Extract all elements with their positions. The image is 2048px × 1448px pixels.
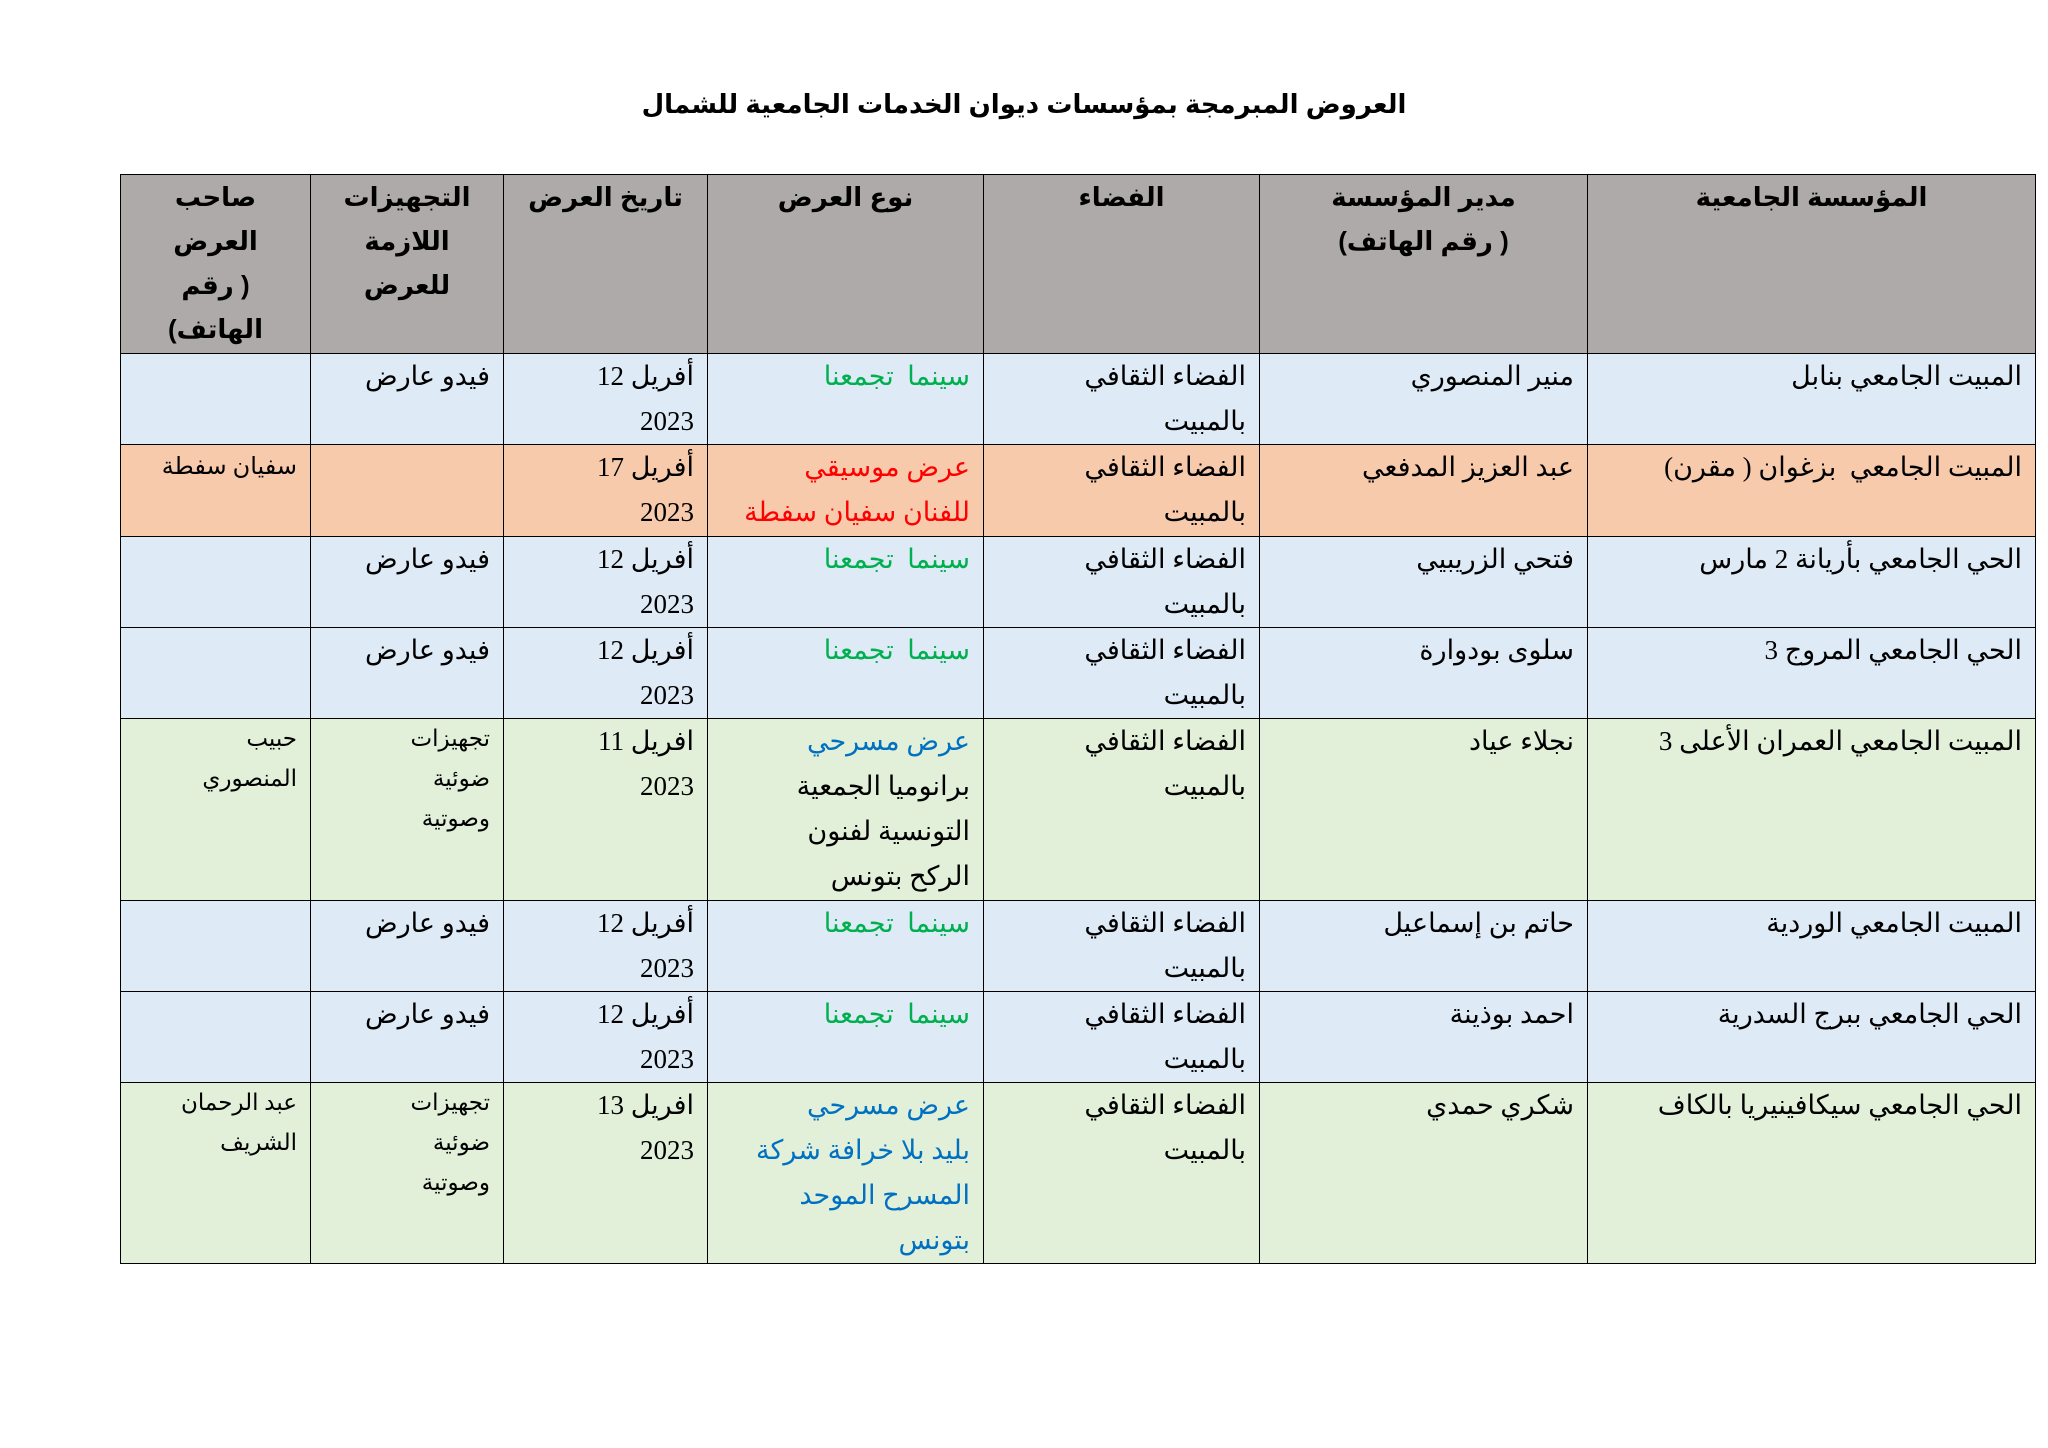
header-label: تاريخ العرض bbox=[528, 182, 683, 212]
space-text: الفضاء الثقافي bbox=[1084, 1090, 1246, 1120]
owner-text: حبيب bbox=[246, 726, 297, 751]
owner-text: سفيان سفطة bbox=[161, 454, 297, 480]
date-text: 12 أفريل bbox=[596, 544, 694, 574]
show-type-cell bbox=[708, 445, 984, 537]
show-type-text: بتونس bbox=[898, 1225, 970, 1255]
director-cell bbox=[1260, 901, 1588, 992]
space-text: بالمبيت bbox=[1163, 1135, 1246, 1165]
show-type-text: سينما تجمعنا bbox=[823, 544, 970, 574]
director-name: احمد بوذينة bbox=[1449, 999, 1574, 1029]
date-year: 2023 bbox=[640, 771, 694, 801]
header-label: المؤسسة الجامعية bbox=[1695, 182, 1928, 212]
space-cell bbox=[984, 719, 1260, 901]
date-text: 12 أفريل bbox=[596, 361, 694, 391]
date-year: 2023 bbox=[640, 1135, 694, 1165]
director-cell bbox=[1260, 628, 1588, 719]
space-text: بالمبيت bbox=[1163, 771, 1246, 801]
date-cell bbox=[504, 628, 708, 719]
institution-name: الحي الجامعي سيكافينيريا بالكاف bbox=[1657, 1090, 2022, 1120]
space-cell bbox=[984, 992, 1260, 1083]
header-label: ( رقم bbox=[181, 270, 250, 300]
director-name: منير المنصوري bbox=[1410, 361, 1574, 391]
institution-name: المبيت الجامعي بنابل bbox=[1791, 361, 2022, 391]
date-cell bbox=[504, 992, 708, 1083]
director-cell bbox=[1260, 445, 1588, 537]
space-cell bbox=[984, 354, 1260, 445]
equipment-text: فيدو عارض bbox=[364, 635, 490, 665]
space-text: بالمبيت bbox=[1163, 497, 1246, 527]
date-cell bbox=[504, 719, 708, 901]
equipment-text: ضوئية bbox=[432, 766, 490, 791]
header-label: صاحب bbox=[174, 182, 257, 212]
space-text: الفضاء الثقافي bbox=[1084, 726, 1246, 756]
shows-schedule-table bbox=[120, 174, 2036, 1264]
space-text: الفضاء الثقافي bbox=[1084, 908, 1246, 938]
owner-cell bbox=[121, 628, 311, 719]
header-director bbox=[1260, 175, 1588, 354]
equipment-text: فيدو عارض bbox=[364, 908, 490, 938]
date-year: 2023 bbox=[640, 953, 694, 983]
header-show-type bbox=[708, 175, 984, 354]
institution-name: الحي الجامعي المروج 3 bbox=[1764, 635, 2022, 665]
space-text: بالمبيت bbox=[1163, 406, 1246, 436]
institution-name: المبيت الجامعي الوردية bbox=[1766, 908, 2022, 938]
date-text: 12 أفريل bbox=[596, 908, 694, 938]
space-text: الفضاء الثقافي bbox=[1084, 999, 1246, 1029]
date-year: 2023 bbox=[640, 497, 694, 527]
show-type-text: برانوميا الجمعية bbox=[796, 771, 970, 801]
date-cell bbox=[504, 445, 708, 537]
equipment-cell bbox=[311, 992, 504, 1083]
owner-cell bbox=[121, 354, 311, 445]
equipment-text: وصوتية bbox=[421, 806, 490, 831]
owner-cell bbox=[121, 445, 311, 537]
owner-cell bbox=[121, 901, 311, 992]
date-text: 13 افريل bbox=[596, 1090, 694, 1120]
show-type-cell bbox=[708, 354, 984, 445]
date-text: 12 أفريل bbox=[596, 999, 694, 1029]
director-cell bbox=[1260, 719, 1588, 901]
date-cell bbox=[504, 354, 708, 445]
header-label: العرض bbox=[173, 226, 258, 256]
show-type-text: التونسية لفنون bbox=[807, 816, 970, 846]
space-cell bbox=[984, 445, 1260, 537]
show-type-text: عرض مسرحي bbox=[806, 1090, 970, 1120]
space-text: الفضاء الثقافي bbox=[1084, 452, 1246, 482]
institution-cell bbox=[1588, 354, 2036, 445]
space-text: بالمبيت bbox=[1163, 680, 1246, 710]
table-row bbox=[121, 719, 2036, 901]
owner-cell bbox=[121, 537, 311, 628]
space-cell bbox=[984, 1083, 1260, 1264]
header-equipment bbox=[311, 175, 504, 354]
owner-cell bbox=[121, 992, 311, 1083]
director-cell bbox=[1260, 537, 1588, 628]
document-title: العروض المبرمجة بمؤسسات ديوان الخدمات الجامعية للشمال bbox=[641, 89, 1407, 119]
equipment-text: وصوتية bbox=[421, 1170, 490, 1195]
table-row bbox=[121, 992, 2036, 1083]
institution-name: الحي الجامعي ببرج السدرية bbox=[1717, 999, 2022, 1029]
header-label: نوع العرض bbox=[777, 182, 914, 212]
space-cell bbox=[984, 537, 1260, 628]
institution-cell bbox=[1588, 537, 2036, 628]
institution-cell bbox=[1588, 992, 2036, 1083]
show-type-cell bbox=[708, 992, 984, 1083]
owner-text: الشريف bbox=[220, 1130, 297, 1155]
space-text: الفضاء الثقافي bbox=[1084, 635, 1246, 665]
owner-cell bbox=[121, 1083, 311, 1264]
date-year: 2023 bbox=[640, 1044, 694, 1074]
space-text: بالمبيت bbox=[1163, 1044, 1246, 1074]
show-type-text: عرض مسرحي bbox=[806, 726, 970, 756]
equipment-cell bbox=[311, 354, 504, 445]
date-year: 2023 bbox=[640, 589, 694, 619]
header-space bbox=[984, 175, 1260, 354]
table-row bbox=[121, 628, 2036, 719]
header-label: اللازمة bbox=[364, 226, 450, 256]
header-label: ( رقم الهاتف) bbox=[1338, 226, 1509, 256]
show-type-cell bbox=[708, 719, 984, 901]
space-cell bbox=[984, 901, 1260, 992]
table-row bbox=[121, 537, 2036, 628]
date-cell bbox=[504, 901, 708, 992]
table-row bbox=[121, 1083, 2036, 1264]
header-institution bbox=[1588, 175, 2036, 354]
institution-name: المبيت الجامعي العمران الأعلى 3 bbox=[1658, 726, 2022, 756]
header-label: الهاتف) bbox=[168, 314, 263, 344]
owner-cell bbox=[121, 719, 311, 901]
header-date bbox=[504, 175, 708, 354]
date-year: 2023 bbox=[640, 680, 694, 710]
director-name: فتحي الزريبيي bbox=[1416, 544, 1574, 574]
table-header-row bbox=[121, 175, 2036, 354]
show-type-text: المسرح الموحد bbox=[799, 1180, 970, 1210]
header-label: الفضاء bbox=[1078, 182, 1165, 212]
show-type-text: بليد بلا خرافة شركة bbox=[756, 1135, 970, 1165]
space-text: الفضاء الثقافي bbox=[1084, 544, 1246, 574]
equipment-text: فيدو عارض bbox=[364, 361, 490, 391]
director-cell bbox=[1260, 354, 1588, 445]
director-name: نجلاء عياد bbox=[1468, 726, 1574, 756]
show-type-cell bbox=[708, 628, 984, 719]
show-type-cell bbox=[708, 1083, 984, 1264]
space-text: الفضاء الثقافي bbox=[1084, 361, 1246, 391]
institution-name: الحي الجامعي بأريانة 2 مارس bbox=[1699, 544, 2022, 574]
equipment-cell bbox=[311, 719, 504, 901]
director-name: سلوى بودوارة bbox=[1419, 635, 1574, 665]
equipment-text: فيدو عارض bbox=[364, 999, 490, 1029]
date-text: 11 افريل bbox=[597, 726, 694, 756]
show-type-cell bbox=[708, 901, 984, 992]
owner-text: المنصوري bbox=[202, 766, 297, 791]
show-type-text: سينما تجمعنا bbox=[823, 908, 970, 938]
header-label: التجهيزات bbox=[343, 182, 471, 212]
table-row bbox=[121, 445, 2036, 537]
equipment-text: فيدو عارض bbox=[364, 544, 490, 574]
institution-cell bbox=[1588, 719, 2036, 901]
space-cell bbox=[984, 628, 1260, 719]
table-row bbox=[121, 901, 2036, 992]
director-name: حاتم بن إسماعيل bbox=[1383, 908, 1574, 938]
institution-cell bbox=[1588, 628, 2036, 719]
show-type-text: عرض موسيقي bbox=[804, 452, 970, 482]
date-cell bbox=[504, 1083, 708, 1264]
table-row bbox=[121, 354, 2036, 445]
show-type-text: للفنان سفيان سفطة bbox=[744, 497, 970, 527]
date-year: 2023 bbox=[640, 406, 694, 436]
date-text: 17 أفريل bbox=[596, 452, 694, 482]
director-name: شكري حمدي bbox=[1426, 1090, 1574, 1120]
equipment-cell bbox=[311, 1083, 504, 1264]
director-name: عبد العزيز المدفعي bbox=[1362, 452, 1574, 482]
show-type-cell bbox=[708, 537, 984, 628]
equipment-text: ضوئية bbox=[432, 1130, 490, 1155]
equipment-cell bbox=[311, 445, 504, 537]
institution-cell bbox=[1588, 1083, 2036, 1264]
date-text: 12 أفريل bbox=[596, 635, 694, 665]
show-type-text: سينما تجمعنا bbox=[823, 361, 970, 391]
header-label: للعرض bbox=[363, 270, 451, 300]
space-text: بالمبيت bbox=[1163, 953, 1246, 983]
show-type-text: سينما تجمعنا bbox=[823, 635, 970, 665]
equipment-cell bbox=[311, 628, 504, 719]
header-label: مدير المؤسسة bbox=[1331, 182, 1516, 212]
date-cell bbox=[504, 537, 708, 628]
director-cell bbox=[1260, 1083, 1588, 1264]
header-owner bbox=[121, 175, 311, 354]
director-cell bbox=[1260, 992, 1588, 1083]
institution-cell bbox=[1588, 901, 2036, 992]
show-type-text: سينما تجمعنا bbox=[823, 999, 970, 1029]
owner-text: عبد الرحمان bbox=[181, 1090, 297, 1115]
equipment-cell bbox=[311, 901, 504, 992]
equipment-text: تجهيزات bbox=[410, 1090, 490, 1115]
show-type-text: الركح بتونس bbox=[830, 861, 970, 891]
institution-name: المبيت الجامعي بزغوان ( مقرن) bbox=[1664, 452, 2022, 482]
institution-cell bbox=[1588, 445, 2036, 537]
equipment-text: تجهيزات bbox=[410, 726, 490, 751]
equipment-cell bbox=[311, 537, 504, 628]
space-text: بالمبيت bbox=[1163, 589, 1246, 619]
